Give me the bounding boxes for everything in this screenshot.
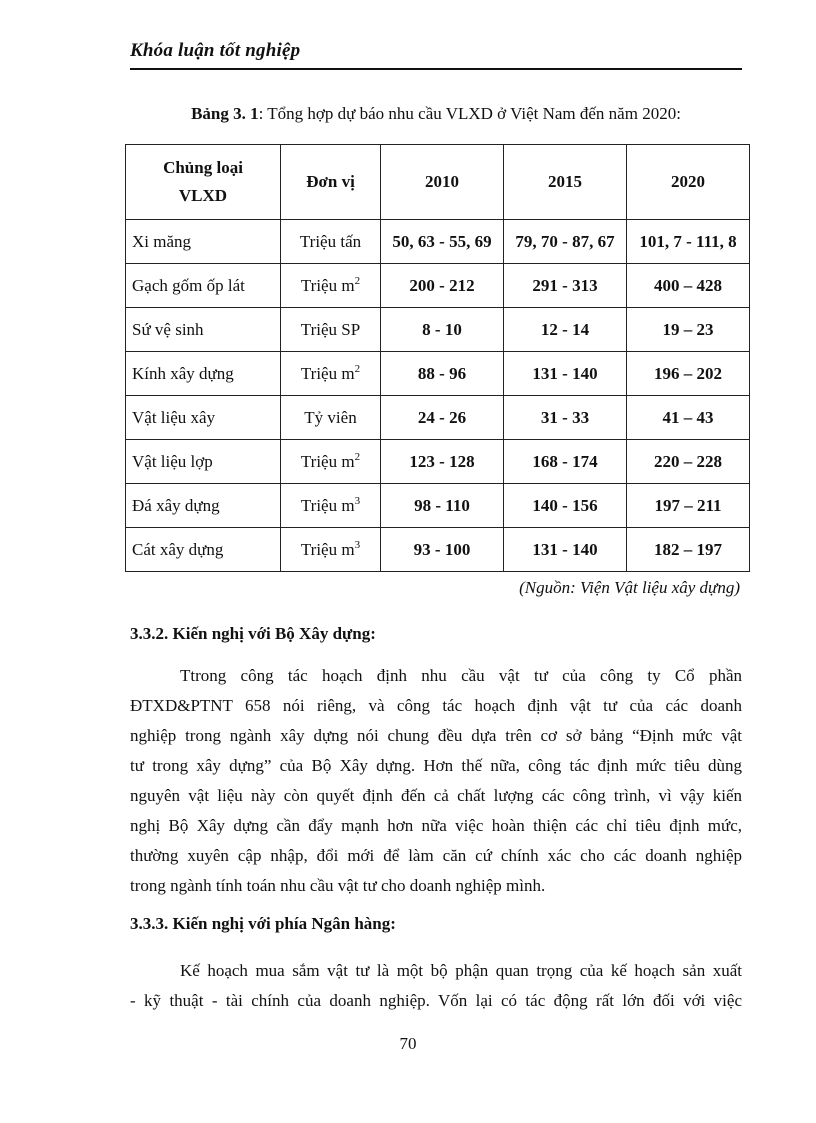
paragraph-line: nguyên vật liệu này còn quyết định đến cả chất lượng các công trình, vì vậy kiến: [130, 786, 742, 805]
page-header: [130, 40, 742, 62]
paragraph-line: tư trong xây dựng” của Bộ Xây dựng. Hơn thế nữa, công tác định mức tiêu dùng: [130, 756, 742, 775]
table-caption: [130, 104, 742, 124]
paragraph-line: thường xuyên cập nhập, đổi mới để làm căn cứ chính xác cho các doanh nghiệp: [130, 846, 742, 865]
caption-text: : Tổng hợp dự báo nhu cầu VLXD ở Việt Nam đến năm 2020:: [258, 104, 681, 123]
table-row: [126, 440, 750, 484]
unit-text: Tỷ viên: [304, 408, 357, 427]
table-row: [126, 528, 750, 572]
paragraph-line: nghị Bộ Xây dựng cần đẩy mạnh hơn nữa việc hoàn thiện các chỉ tiêu định mức,: [130, 816, 742, 835]
cell-unit: [281, 528, 381, 572]
header-2020: 2020: [627, 145, 750, 220]
cell-2015: 131 - 140: [504, 352, 627, 396]
paragraph-ministry: [130, 661, 742, 901]
cell-2020: 197 – 211: [627, 484, 750, 528]
cell-2010: 24 - 26: [381, 396, 504, 440]
section-heading-ministry: 3.3.2. Kiến nghị với Bộ Xây dựng:: [130, 624, 376, 643]
cell-material: Xi măng: [126, 220, 281, 264]
cell-2010: 98 - 110: [381, 484, 504, 528]
cell-material: Đá xây dựng: [126, 484, 281, 528]
cell-unit: [281, 220, 381, 264]
header-title: Khóa luận tốt nghiệp: [130, 40, 301, 61]
cell-unit: [281, 484, 381, 528]
caption-label: Bảng 3. 1: [191, 104, 259, 123]
table-row: [126, 396, 750, 440]
unit-text: Triệu m: [300, 496, 355, 515]
table-row: [126, 220, 750, 264]
cell-material: Vật liệu xây: [126, 396, 281, 440]
paragraph-line: nghiệp trong ngành xây dựng nói chung đều dựa trên cơ sở bảng “Định mức vật: [130, 726, 742, 745]
unit-text: Triệu m: [300, 452, 355, 471]
section-heading-bank: 3.3.3. Kiến nghị với phía Ngân hàng:: [130, 914, 396, 933]
unit-text: Triệu tấn: [299, 232, 362, 251]
table-row: [126, 352, 750, 396]
paragraph-line: ĐTXD&PTNT 658 nói riêng, và công tác hoạch định vật tư của các doanh: [130, 696, 742, 715]
table-row: [126, 484, 750, 528]
table-source: (Nguồn: Viện Vật liệu xây dựng): [519, 578, 740, 597]
cell-material: Vật liệu lợp: [126, 440, 281, 484]
header-unit: Đơn vị: [281, 145, 381, 220]
table-row: [126, 264, 750, 308]
unit-exponent: 3: [354, 495, 361, 507]
unit-exponent: 2: [354, 451, 361, 463]
cell-2010: 50, 63 - 55, 69: [381, 220, 504, 264]
cell-2020: 101, 7 - 111, 8: [627, 220, 750, 264]
cell-2015: 291 - 313: [504, 264, 627, 308]
cell-material: Kính xây dựng: [126, 352, 281, 396]
unit-text: Triệu m: [300, 540, 355, 559]
unit-text: Triệu m: [300, 276, 355, 295]
cell-2020: 196 – 202: [627, 352, 750, 396]
unit-exponent: 3: [354, 539, 361, 551]
cell-material: Cát xây dựng: [126, 528, 281, 572]
cell-2020: 220 – 228: [627, 440, 750, 484]
paragraph-line: Ttrong công tác hoạch định nhu cầu vật tư của công ty Cổ phần: [180, 666, 742, 685]
paragraph-line: trong ngành tính toán nhu cầu vật tư cho doanh nghiệp mình.: [130, 876, 546, 895]
cell-unit: [281, 352, 381, 396]
cell-unit: [281, 396, 381, 440]
cell-2020: 400 – 428: [627, 264, 750, 308]
cell-2010: 8 - 10: [381, 308, 504, 352]
header-2015: 2015: [504, 145, 627, 220]
unit-exponent: 2: [354, 363, 361, 375]
unit-text: Triệu SP: [300, 320, 361, 339]
paragraph-line: Kế hoạch mua sắm vật tư là một bộ phận quan trọng của kế hoạch sản xuất: [180, 961, 742, 980]
paragraph-line: - kỹ thuật - tài chính của doanh nghiệp. Vốn lại có tác động rất lớn đối với việc: [130, 991, 742, 1010]
cell-2020: 19 – 23: [627, 308, 750, 352]
forecast-table: [125, 144, 750, 572]
paragraph-bank: [130, 956, 742, 1016]
page-number: 70: [399, 1034, 417, 1053]
cell-2010: 200 - 212: [381, 264, 504, 308]
table-row: [126, 308, 750, 352]
cell-2020: 182 – 197: [627, 528, 750, 572]
header-rule: [130, 68, 742, 70]
cell-2020: 41 – 43: [627, 396, 750, 440]
cell-unit: [281, 440, 381, 484]
unit-exponent: 2: [354, 275, 361, 287]
cell-2010: 88 - 96: [381, 352, 504, 396]
cell-2015: 12 - 14: [504, 308, 627, 352]
cell-unit: [281, 264, 381, 308]
table-header-row: [126, 145, 750, 220]
cell-2015: 168 - 174: [504, 440, 627, 484]
cell-2015: 140 - 156: [504, 484, 627, 528]
cell-2010: 123 - 128: [381, 440, 504, 484]
header-material: Chủng loại VLXD: [126, 145, 281, 220]
cell-2015: 131 - 140: [504, 528, 627, 572]
cell-material: Gạch gốm ốp lát: [126, 264, 281, 308]
unit-text: Triệu m: [300, 364, 355, 383]
cell-2010: 93 - 100: [381, 528, 504, 572]
cell-2015: 79, 70 - 87, 67: [504, 220, 627, 264]
cell-2015: 31 - 33: [504, 396, 627, 440]
cell-material: Sứ vệ sinh: [126, 308, 281, 352]
table-body: [126, 220, 750, 572]
cell-unit: [281, 308, 381, 352]
header-2010: 2010: [381, 145, 504, 220]
